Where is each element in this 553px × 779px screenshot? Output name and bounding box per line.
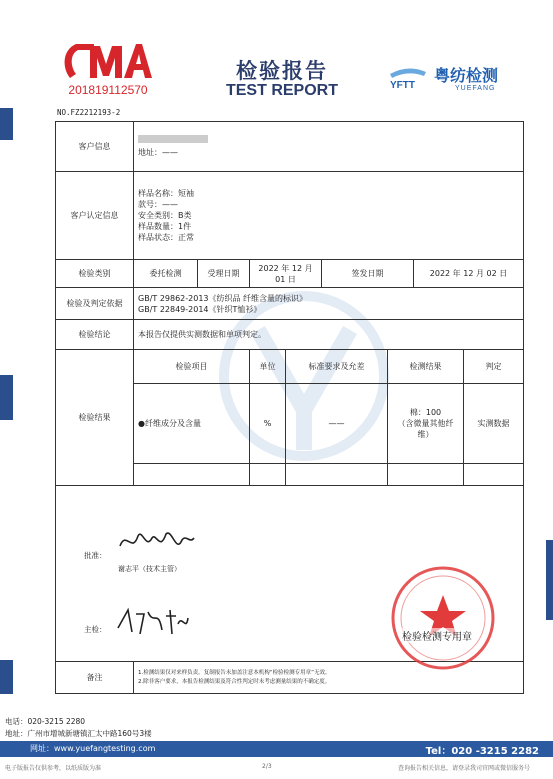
result-line: 棉：100 — [409, 408, 442, 417]
left-accent-bar — [0, 108, 13, 140]
remarks-label: 备注 — [56, 662, 134, 694]
basis-line: GB/T 29862-2013《纺织品 纤维含量的标识》 — [138, 293, 308, 303]
report-title-en: TEST REPORT — [225, 82, 338, 99]
sample-line: 样品名称：短袖 — [138, 189, 194, 198]
footer-disclaimer: 电子版报告仅供参考，以纸质版为准 — [5, 765, 102, 772]
sample-line: 安全类别：B类 — [138, 211, 192, 220]
footer-query-note: 查询报告相关信息，请登录我司官网或微信服务号 — [398, 765, 531, 772]
redacted-customer-name — [138, 135, 208, 143]
approver-signature-icon — [116, 524, 196, 558]
inspector-signature-icon — [114, 604, 190, 638]
approver-title: 谢志平（技术主管） — [118, 565, 181, 573]
received-date-value: 2022 年 12 月 01 日 — [250, 260, 322, 288]
received-date-label: 受理日期 — [198, 260, 250, 288]
sample-line: 样品状态：正常 — [138, 233, 194, 242]
footer-phone: 电话：020-3215 2280 — [5, 717, 86, 726]
yuefang-logo-icon — [388, 64, 428, 90]
report-number: NO.FZ2212193-2 — [57, 108, 121, 117]
approve-label: 批准： — [84, 551, 107, 560]
remark-line: 2.除非客户要求，本报告检测结果及符合性判定时未考虑测量结果的不确定度。 — [138, 678, 331, 685]
results-header-unit: 单位 — [250, 350, 286, 384]
sample-line: 款号：—— — [138, 200, 178, 209]
remark-line: 1.检测结果仅对来样负责。复制报告未加盖注意本机构“检验检测专用章”无效。 — [138, 669, 331, 676]
company-name-en: YUEFANG — [455, 85, 496, 92]
results-header-requirement: 标准要求及允差 — [286, 350, 388, 384]
result-unit: % — [250, 384, 286, 464]
svg-text:YFTT: YFTT — [390, 80, 415, 90]
results-header-item: 检验项目 — [134, 350, 250, 384]
left-accent-bar — [0, 375, 13, 420]
result-value — [388, 384, 464, 464]
conclusion-label: 检验结论 — [56, 320, 134, 350]
results-header-result: 检测结果 — [388, 350, 464, 384]
page-number: 2/3 — [262, 763, 272, 770]
footer-website[interactable]: 网址：www.yuefangtesting.com — [30, 744, 156, 753]
inspection-type-value: 委托检测 — [134, 260, 198, 288]
footer-address: 地址：广州市增城新塘镇汇太中路160号3楼 — [5, 729, 152, 738]
customer-label: 客户信息 — [56, 122, 134, 172]
result-item: ●纤维成分及含量 — [134, 384, 250, 464]
result-line: （含微量其他纤维） — [397, 419, 454, 439]
report-title-cn: 检验报告 — [236, 59, 328, 83]
stamp-text: 检验检测专用章 — [402, 628, 472, 643]
sample-label: 客户认定信息 — [56, 172, 134, 260]
left-accent-bar — [0, 660, 13, 694]
basis-line: GB/T 22849-2014《针织T恤衫》 — [138, 304, 262, 314]
sample-info — [134, 172, 524, 260]
customer-info — [134, 122, 524, 172]
issued-date-label: 签发日期 — [322, 260, 414, 288]
footer-tel: Tel：020 -3215 2282 — [425, 746, 539, 757]
footer-bar — [0, 741, 553, 757]
results-header-judgement: 判定 — [464, 350, 524, 384]
cma-number: 201819112570 — [68, 83, 148, 97]
results-label: 检验结果 — [56, 350, 134, 486]
basis-info — [134, 288, 524, 320]
official-stamp-icon — [388, 563, 498, 673]
inspection-type-label: 检验类别 — [56, 260, 134, 288]
basis-label: 检验及判定依据 — [56, 288, 134, 320]
inspector-label: 主检： — [84, 625, 107, 634]
result-judgement: 实测数据 — [464, 384, 524, 464]
right-accent-bar — [546, 540, 553, 620]
issued-date-value: 2022 年 12 月 02 日 — [414, 260, 524, 288]
customer-address: 地址：—— — [138, 148, 178, 157]
conclusion-text: 本报告仅提供实测数据和单项判定。 — [134, 320, 524, 350]
sample-line: 样品数量：1件 — [138, 222, 192, 231]
company-name: 粤纺检测 — [434, 66, 499, 85]
result-requirement: —— — [286, 384, 388, 464]
